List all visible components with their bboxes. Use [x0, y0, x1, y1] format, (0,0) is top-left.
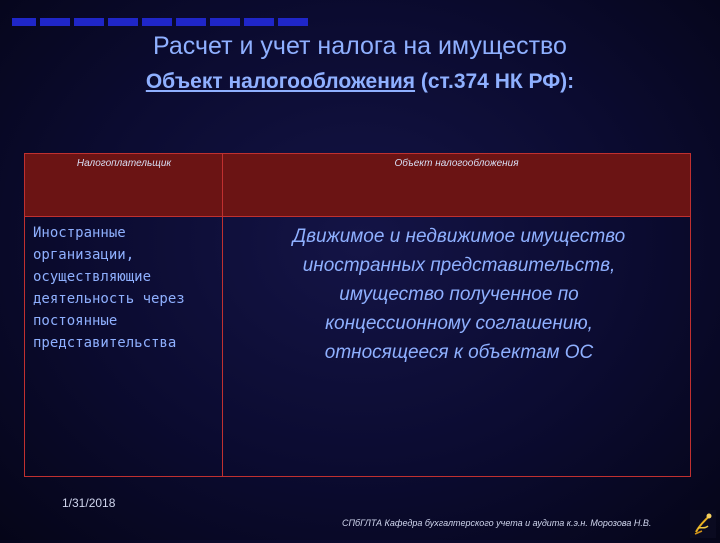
decorative-top-bar: [12, 18, 308, 26]
cell-tax-object: Движимое и недвижимое имущество иностранных представительств, имущество полученное по концессионному соглашению, относящееся к объектам ОС: [292, 226, 626, 363]
cell-taxpayer: Иностранные организации, осуществляющие деятельность через постоянные представительства: [33, 225, 185, 351]
header-taxpayer: Налогоплательщик: [76, 158, 172, 169]
decorative-logo-icon: [690, 510, 716, 538]
column-divider: [222, 154, 223, 476]
subtitle-main: Объект налогообложения: [145, 70, 416, 93]
tax-object-table: [24, 153, 691, 477]
slide-subtitle: [0, 70, 720, 94]
slide-date: 1/31/2018: [62, 496, 116, 510]
footer-credit: СПбГЛТА Кафедра бухгалтерского учета и аудита к.э.н. Морозова Н.В.: [342, 518, 652, 528]
header-tax-object: Объект налогообложения: [394, 158, 519, 169]
subtitle-reference: (ст.374 НК РФ):: [415, 70, 575, 93]
table-header-row: [25, 154, 690, 217]
slide-title: Расчет и учет налога на имущество: [153, 32, 567, 60]
